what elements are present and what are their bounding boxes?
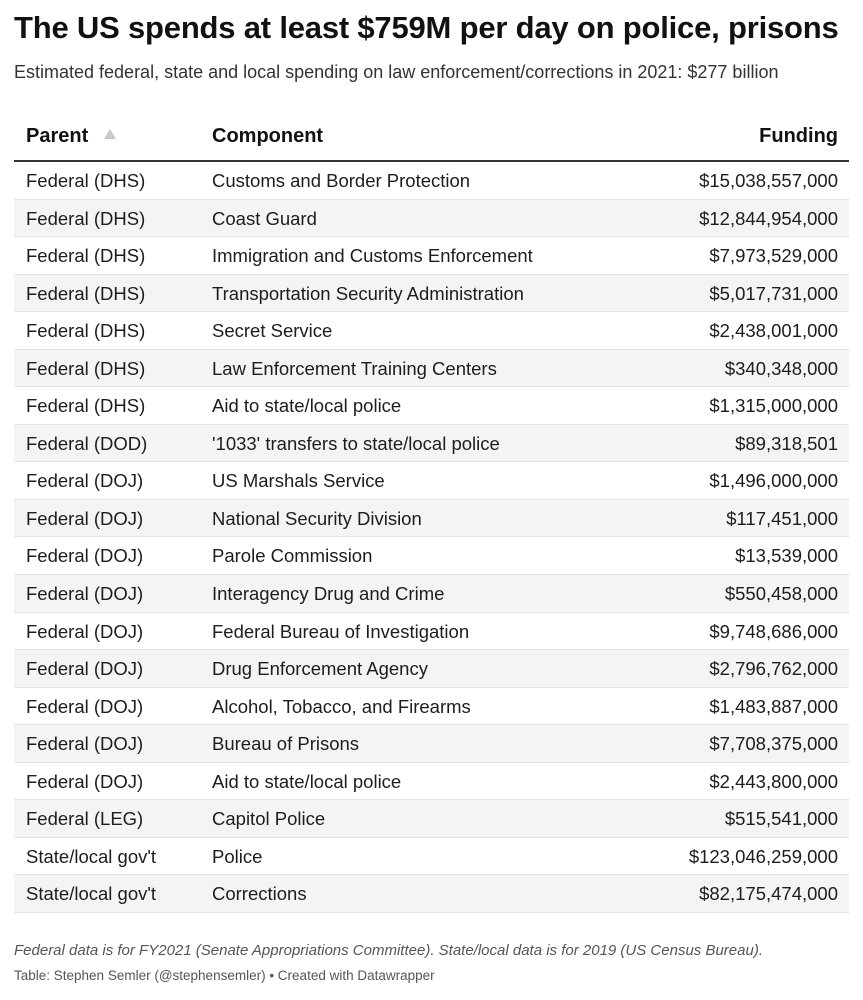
cell-funding: $2,796,762,000 — [709, 658, 838, 680]
chart-subtitle: Estimated federal, state and local spending on law enforcement/corrections in 2021: $277 billion — [14, 62, 779, 82]
cell-component: Aid to state/local police — [212, 395, 402, 417]
cell-parent: Federal (DHS) — [26, 245, 146, 267]
column-header-parent[interactable] — [26, 125, 116, 148]
cell-parent: Federal (DOJ) — [26, 583, 144, 605]
cell-parent: Federal (DOD) — [26, 432, 148, 454]
cell-component: Secret Service — [212, 320, 333, 342]
cell-funding: $12,844,954,000 — [699, 207, 838, 229]
table-row — [14, 500, 849, 538]
table-row — [14, 650, 849, 688]
table-row — [14, 800, 849, 838]
cell-component: Corrections — [212, 883, 307, 905]
cell-component: US Marshals Service — [212, 470, 385, 492]
cell-parent: Federal (DOJ) — [26, 658, 144, 680]
table-row — [14, 425, 849, 463]
cell-parent: Federal (DOJ) — [26, 507, 144, 529]
cell-parent: Federal (DHS) — [26, 170, 146, 191]
table-body — [14, 162, 849, 913]
cell-funding: $2,443,800,000 — [709, 770, 838, 792]
cell-component: Alcohol, Tobacco, and Firearms — [212, 695, 471, 717]
cell-parent: Federal (DHS) — [26, 207, 146, 229]
table-row — [14, 350, 849, 388]
cell-parent: State/local gov't — [26, 883, 157, 905]
table-row — [14, 200, 849, 238]
cell-component: Parole Commission — [212, 545, 373, 567]
cell-funding: $5,017,731,000 — [709, 282, 838, 304]
cell-funding: $9,748,686,000 — [709, 620, 838, 642]
cell-parent: Federal (DOJ) — [26, 470, 144, 492]
cell-funding: $82,175,474,000 — [699, 883, 838, 905]
footnote: Federal data is for FY2021 (Senate Appropriations Committee). State/local data is for 2019 (US Census Bureau). — [14, 942, 763, 959]
column-header-parent-label: Parent — [26, 125, 89, 147]
cell-component: Aid to state/local police — [212, 770, 402, 792]
cell-parent: Federal (DOJ) — [26, 770, 144, 792]
cell-funding: $117,451,000 — [726, 507, 838, 529]
table-row — [14, 875, 849, 913]
cell-funding: $7,708,375,000 — [709, 733, 838, 755]
cell-parent: Federal (DHS) — [26, 282, 146, 304]
cell-component: Immigration and Customs Enforcement — [212, 245, 533, 267]
cell-parent: Federal (DOJ) — [26, 695, 144, 717]
cell-component: Coast Guard — [212, 207, 317, 229]
cell-parent: Federal (DHS) — [26, 395, 146, 417]
cell-funding: $340,348,000 — [724, 357, 838, 379]
cell-component: '1033' transfers to state/local police — [212, 432, 500, 454]
cell-funding: $7,973,529,000 — [709, 245, 838, 267]
table-row — [14, 537, 849, 575]
cell-parent: Federal (DHS) — [26, 320, 146, 342]
cell-funding: $89,318,501 — [735, 432, 838, 454]
cell-funding: $13,539,000 — [735, 545, 838, 567]
cell-funding: $515,541,000 — [724, 808, 838, 830]
cell-funding: $550,458,000 — [724, 583, 838, 605]
table-row — [14, 688, 849, 726]
cell-parent: Federal (DOJ) — [26, 545, 144, 567]
cell-component: Interagency Drug and Crime — [212, 583, 445, 605]
source-credit: Table: Stephen Semler (@stephensemler) • Created with Datawrapper — [14, 968, 435, 983]
column-header-component[interactable]: Component — [212, 125, 324, 147]
table-row — [14, 462, 849, 500]
cell-parent: Federal (DOJ) — [26, 733, 144, 755]
cell-component: Law Enforcement Training Centers — [212, 357, 497, 379]
column-header-funding[interactable]: Funding — [759, 125, 838, 147]
table-row — [14, 387, 849, 425]
table-row — [14, 725, 849, 763]
cell-funding: $1,496,000,000 — [709, 470, 838, 492]
cell-component: Capitol Police — [212, 808, 326, 830]
cell-component: Police — [212, 845, 263, 867]
table-row — [14, 312, 849, 350]
cell-component: Bureau of Prisons — [212, 733, 360, 755]
cell-component: Federal Bureau of Investigation — [212, 620, 470, 642]
table-row — [14, 613, 849, 651]
cell-parent: Federal (DOJ) — [26, 620, 144, 642]
cell-funding: $1,315,000,000 — [709, 395, 838, 417]
table-row — [14, 838, 849, 876]
cell-funding: $2,438,001,000 — [709, 320, 838, 342]
cell-component: Drug Enforcement Agency — [212, 658, 428, 680]
cell-component: Customs and Border Protection — [212, 170, 471, 191]
table-header — [14, 117, 849, 162]
data-table — [14, 117, 849, 913]
cell-parent: State/local gov't — [26, 845, 157, 867]
table-row — [14, 237, 849, 275]
cell-parent: Federal (DHS) — [26, 357, 146, 379]
cell-component: National Security Division — [212, 507, 422, 529]
table-row — [14, 162, 849, 200]
table-row — [14, 575, 849, 613]
table-row — [14, 763, 849, 801]
cell-parent: Federal (LEG) — [26, 808, 144, 830]
cell-funding: $123,046,259,000 — [688, 845, 838, 867]
sort-ascending-icon[interactable] — [104, 129, 116, 139]
table-row — [14, 275, 849, 313]
chart-title: The US spends at least $759M per day on police, prisons — [14, 10, 839, 45]
cell-component: Transportation Security Administration — [212, 282, 524, 304]
cell-funding: $15,038,557,000 — [699, 170, 838, 191]
cell-funding: $1,483,887,000 — [709, 695, 838, 717]
